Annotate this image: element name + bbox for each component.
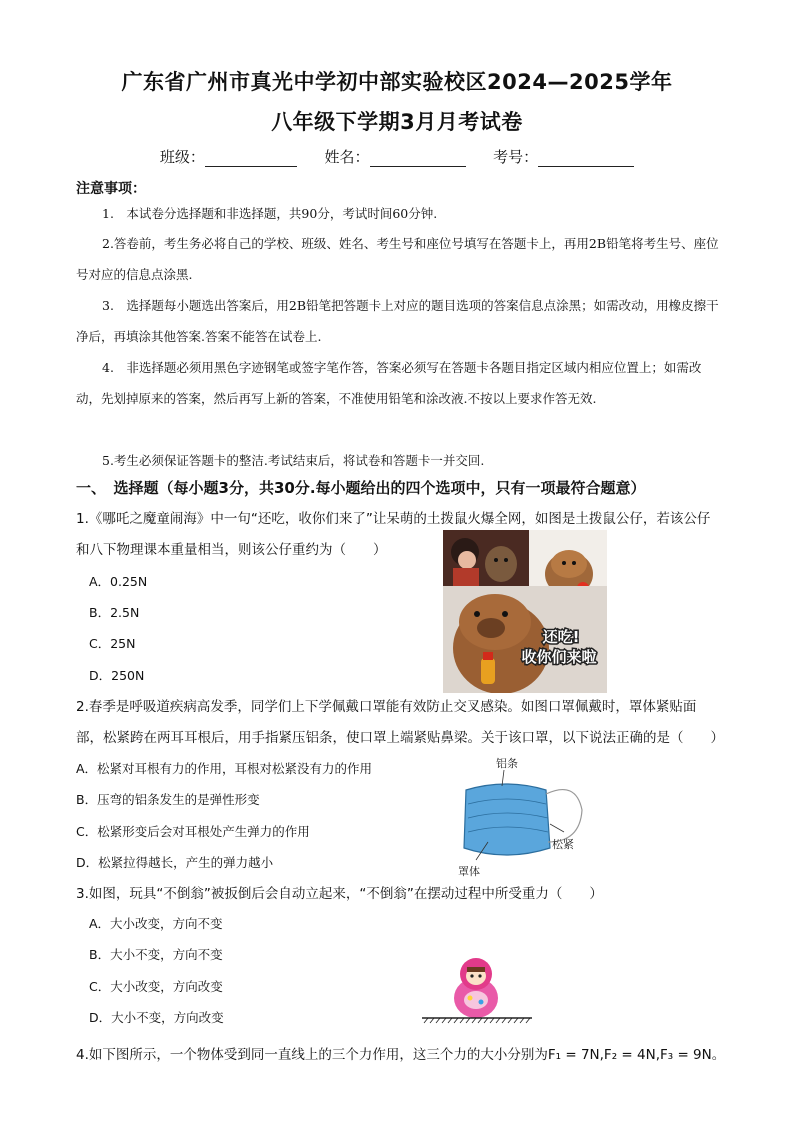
id-label: 考号： — [493, 148, 539, 166]
class-blank[interactable] — [205, 150, 297, 167]
question-3-stem: 3.如图，玩具“不倒翁”被扳倒后会自动立起来，“不倒翁”在摆动过程中所受重力（ ） — [76, 886, 603, 902]
exam-title-line1: 广东省广州市真光中学初中部实验校区2024—2025学年 — [121, 70, 673, 94]
notice-item-4: 4. 非选择题必须用黑色字迹钢笔或签字笔作答，答案必须写在答题卡各题目指定区域内相应位置上；如需改动，先划掉原来的答案，然后再写上新的答案，不准使用铅笔和涂改液.不按以上要求作答无效. — [76, 360, 702, 406]
groundhog-illustration — [443, 530, 607, 693]
q1-option-a[interactable]: A．0.25N — [89, 574, 148, 589]
id-blank[interactable] — [538, 150, 634, 167]
question-1-stem: 1.《哪吒之魔童闹海》中一句“还吃，收你们来了”让呆萌的土拨鼠火爆全网，如图是土拨鼠公仔，若该公仔和八下物理课本重量相当，则该公仔重约为（ ） — [76, 511, 711, 558]
q2-option-c[interactable]: C．松紧形变后会对耳根处产生弹力的作用 — [76, 824, 310, 839]
section-heading: 一、 选择题（每小题3分，共30分.每小题给出的四个选项中，只有一项最符合题意） — [76, 479, 646, 497]
sticker-text-1: 还吃! — [542, 628, 580, 646]
q2-option-d[interactable]: D．松紧拉得越长，产生的弹力越小 — [76, 855, 274, 870]
label-aluminum-strip: 铝条 — [496, 757, 518, 770]
q3-option-a[interactable]: A．大小改变，方向不变 — [89, 916, 223, 931]
class-label: 班级： — [159, 148, 205, 166]
question-2-stem: 2.春季是呼吸道疾病高发季，同学们上下学佩戴口罩能有效防止交叉感染。如图口罩佩戴时，罩体紧贴面部，松紧跨在两耳耳根后，用手指紧压铝条，使口罩上端紧贴鼻梁。关于该口罩，以下说法正确的是（ ） — [76, 699, 724, 746]
q3-option-c[interactable]: C．大小改变，方向改变 — [89, 979, 223, 994]
notice-item-3: 3. 选择题每小题选出答案后，用2B铅笔把答题卡上对应的题目选项的答案信息点涂黑；如需改动，用橡皮擦干净后，再填涂其他答案.答案不能答在试卷上. — [76, 298, 719, 344]
mask-diagram — [446, 756, 592, 880]
student-info-fields — [0, 146, 794, 167]
groundhog-photo — [443, 530, 607, 693]
exam-title-line2: 八年级下学期3月月考试卷 — [271, 110, 523, 134]
q1-option-b[interactable]: B．2.5N — [89, 605, 140, 620]
q2-option-a[interactable]: A．松紧对耳根有力的作用，耳根对松紧没有力的作用 — [76, 761, 373, 776]
q1-option-d[interactable]: D．250N — [89, 668, 145, 683]
notice-item-5: 5.考生必须保证答题卡的整洁.考试结束后，将试卷和答题卡一并交回. — [102, 453, 485, 468]
q1-option-c[interactable]: C．25N — [89, 636, 136, 651]
tumbler-illustration — [418, 952, 536, 1024]
label-elastic: 松紧 — [552, 838, 574, 851]
notice-heading: 注意事项： — [76, 181, 146, 197]
question-4-stem: 4.如下图所示，一个物体受到同一直线上的三个力作用，这三个力的大小分别为F₁ = 7N,F₂ = 4N,F₃ = 9N。 — [76, 1047, 726, 1063]
sticker-text-2: 收你们来啦 — [521, 648, 597, 666]
q2-option-b[interactable]: B．压弯的铝条发生的是弹性形变 — [76, 792, 260, 807]
q3-option-b[interactable]: B．大小不变，方向不变 — [89, 947, 223, 962]
name-blank[interactable] — [370, 150, 466, 167]
notice-item-2: 2.答卷前，考生务必将自己的学校、班级、姓名、考生号和座位号填写在答题卡上，再用2B铅笔将考生号、座位号对应的信息点涂黑. — [76, 236, 719, 282]
q3-option-d[interactable]: D．大小不变，方向改变 — [89, 1010, 224, 1025]
tumbler-toy-figure — [418, 952, 536, 1024]
notice-item-1: 1. 本试卷分选择题和非选择题，共90分，考试时间60分钟. — [102, 206, 438, 221]
label-mask-body: 罩体 — [458, 865, 480, 878]
name-label: 姓名： — [324, 148, 370, 166]
mask-illustration — [446, 756, 592, 880]
